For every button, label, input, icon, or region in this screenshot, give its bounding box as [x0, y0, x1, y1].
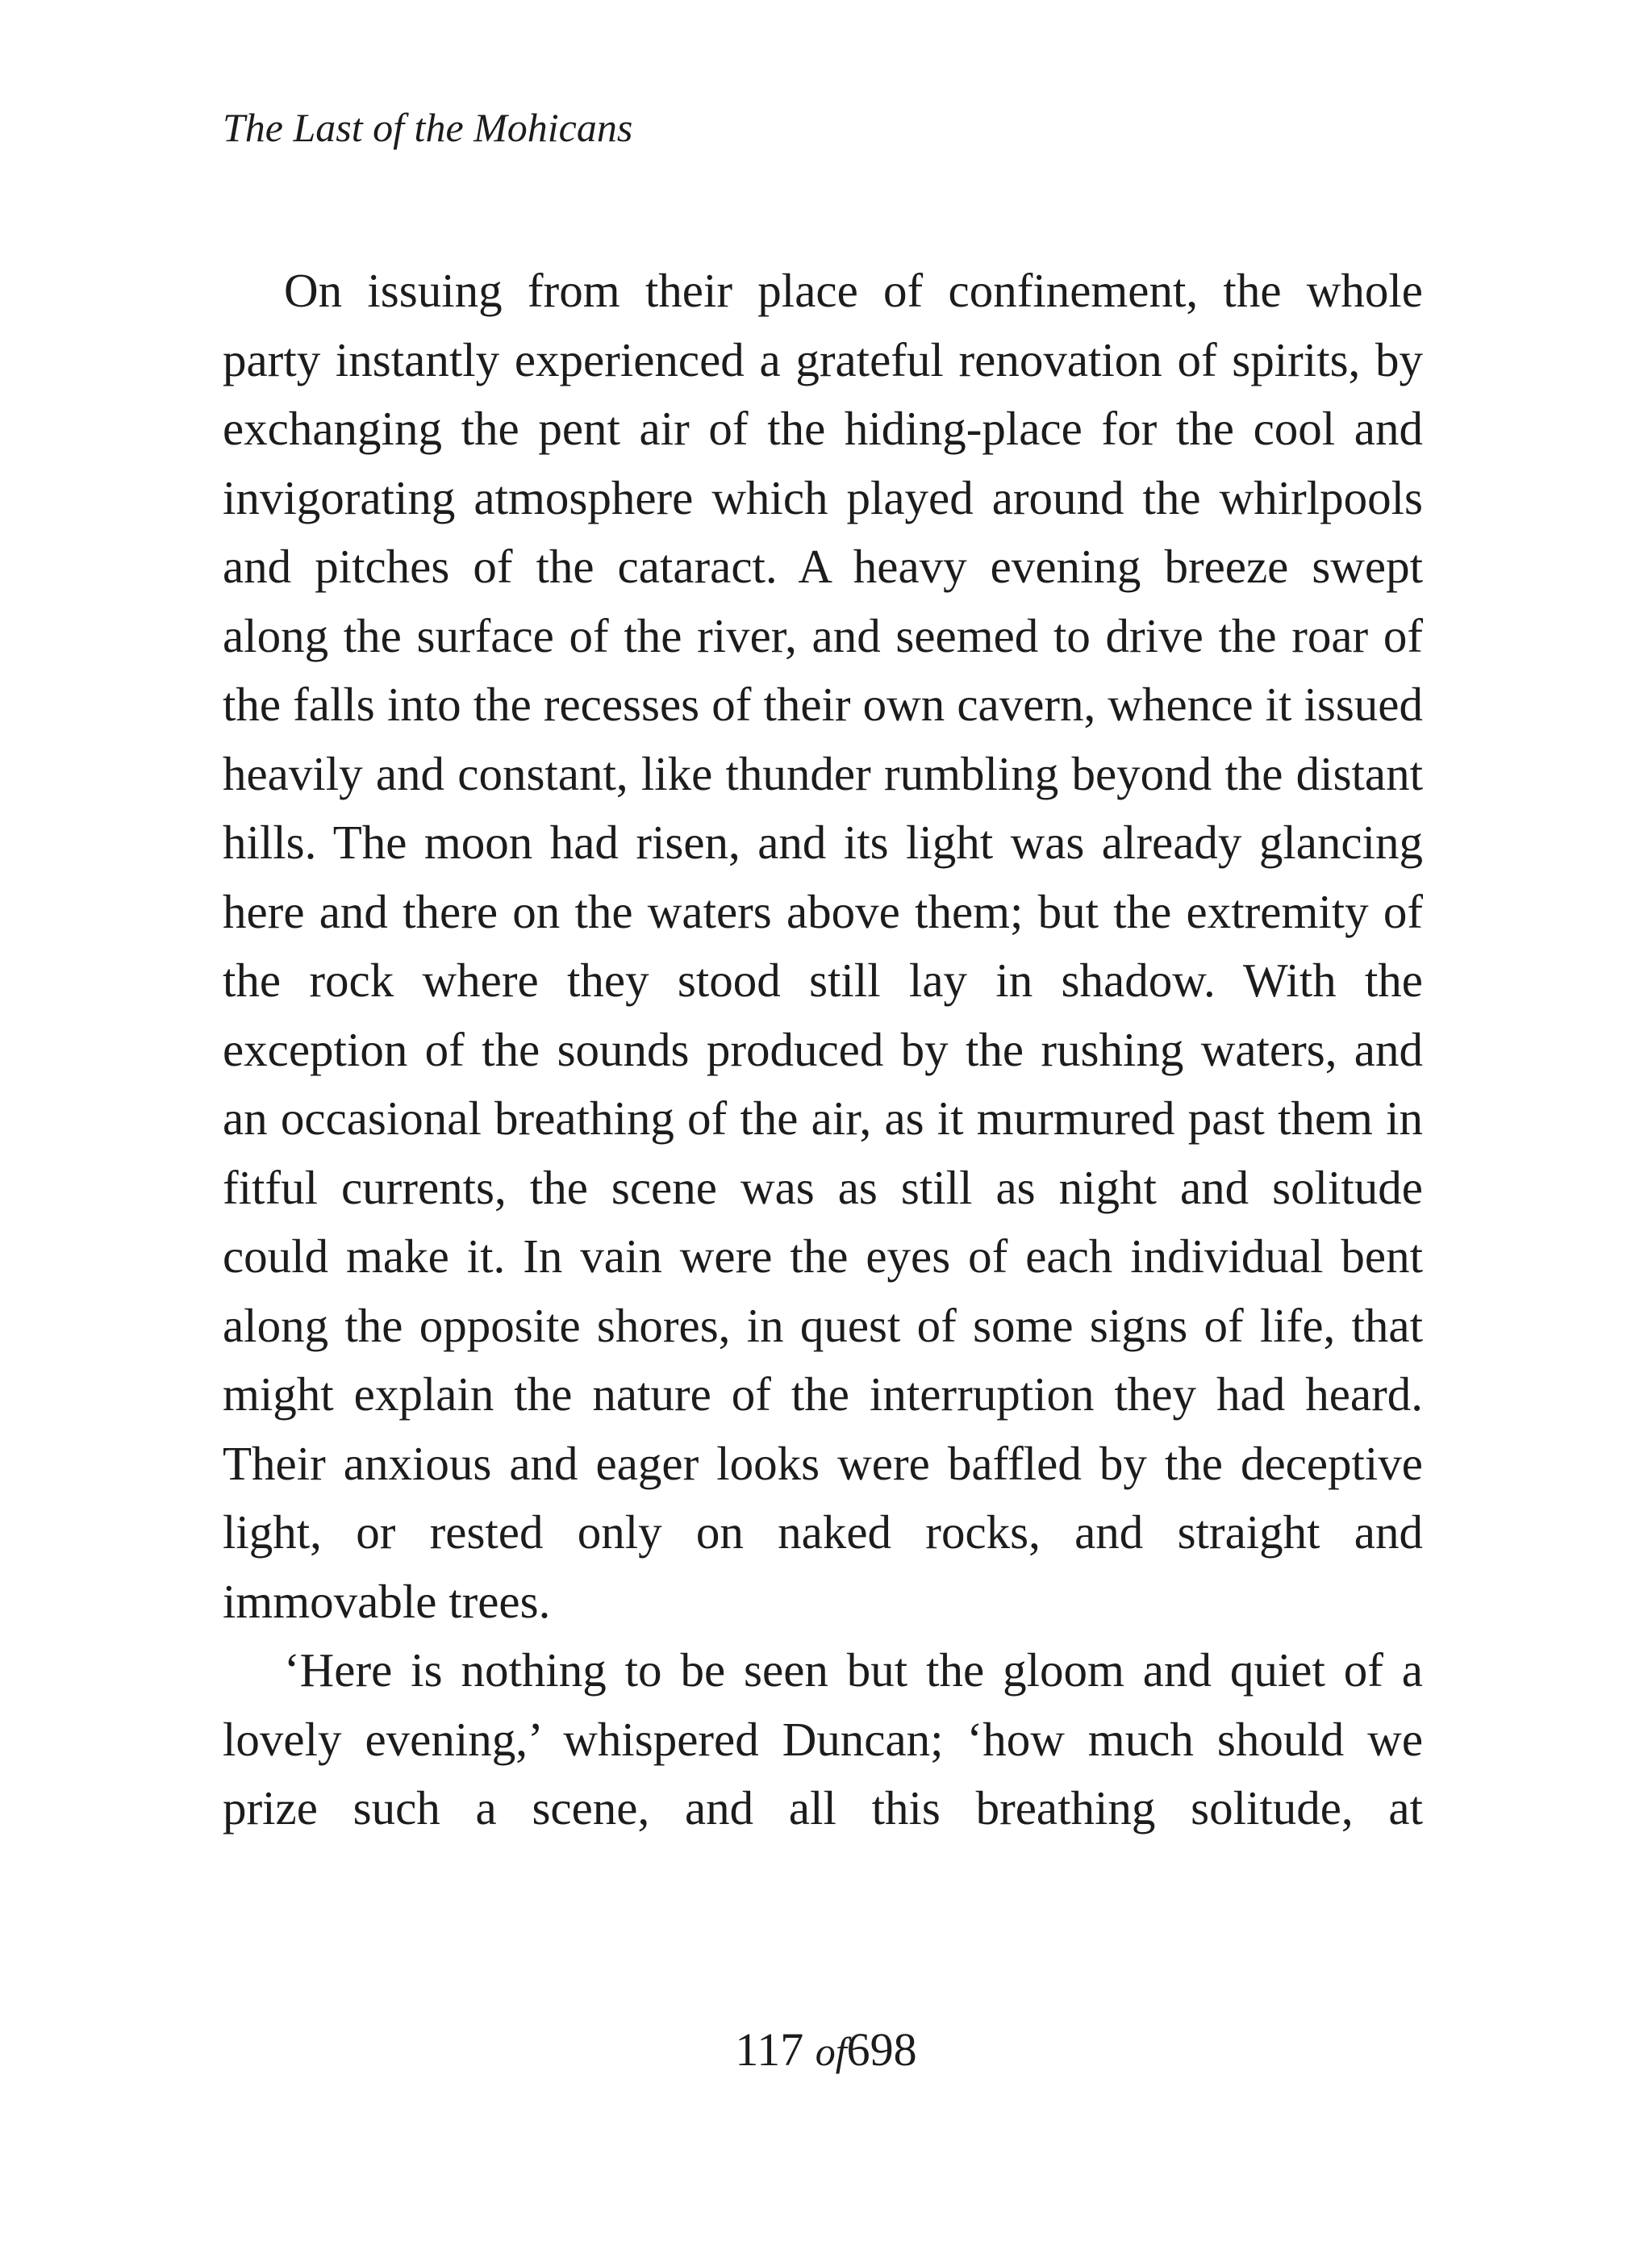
paragraph-1: On issuing from their place of confinement, the whole party instantly experienced a grateful renovation of spirits, by exchanging the pent air of the hiding-place for the cool and invigorating atmosphere which played around the whirlpools and pitches of the cataract. A heavy evening breeze swept along the surface of the river, and seemed to drive the roar of the falls into the recesses of their own cavern, whence it issued heavily and constant, like thunder rumbling beyond the distant hills. The moon had risen, and its light was already glancing here and there on the waters above them; but the extremity of the rock where they stood still lay in shadow. With the exception of the sounds produced by the rushing waters, and an occasional breathing of the air, as it murmured past them in fitful currents, the scene was as still as night and solitude could make it. In vain were the eyes of each individual bent along the opposite shores, in quest of some signs of life, that might explain the nature of the interruption they had heard. Their anxious and eager looks were baffled by the deceptive light, or rested only on naked rocks, and straight and immovable trees. [223, 264, 1423, 1628]
paragraph-2: ‘Here is nothing to be seen but the gloom and quiet of a lovely evening,’ whispered Duncan; ‘how much should we prize such a scene, and all this breathing solitude, at [223, 1643, 1423, 1835]
page-of-word: of [815, 2029, 847, 2074]
current-page-number: 117 [735, 2023, 804, 2076]
total-page-count: 698 [846, 2023, 917, 2076]
page-number [0, 2022, 1652, 2078]
body-text [223, 257, 1423, 1843]
running-head-title: The Last of the Mohicans [223, 105, 633, 150]
